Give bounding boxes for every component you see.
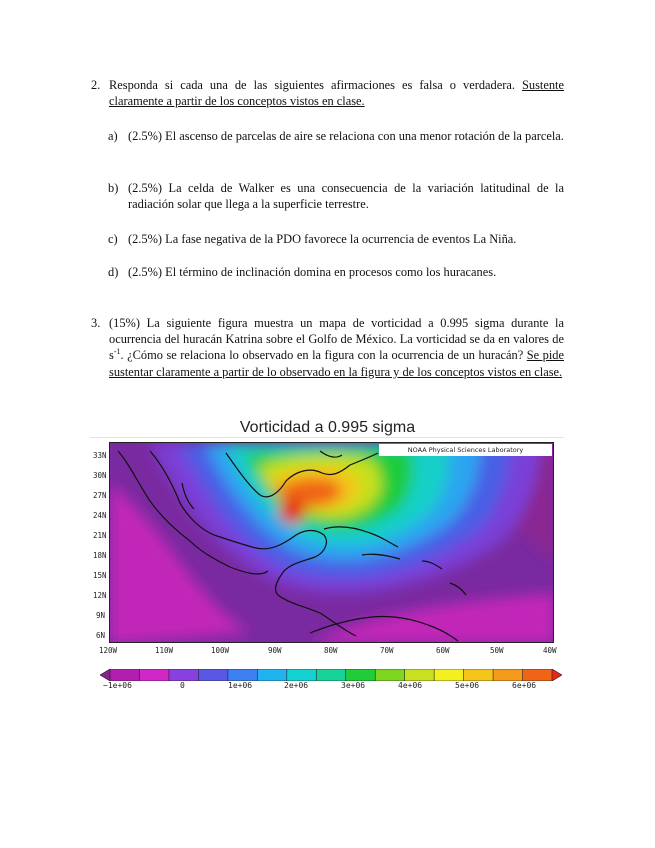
colorbar-label: 0 <box>180 681 185 690</box>
item-label: b) <box>108 181 119 195</box>
colorbar-label: 6e+06 <box>512 681 537 690</box>
lat-label: 18N <box>93 551 107 560</box>
item-label: a) <box>108 129 118 143</box>
lon-label: 80W <box>324 646 338 655</box>
item-c <box>108 231 564 247</box>
question-2 <box>91 77 564 109</box>
colorbar-swatch <box>110 669 140 681</box>
item-b <box>108 180 564 212</box>
question-text: Responda si cada una de las siguientes afirmaciones es falsa o verdadera. <box>109 78 515 92</box>
lat-label: 21N <box>93 531 107 540</box>
figure-divider <box>90 437 564 438</box>
colorbar-swatch <box>287 669 317 681</box>
question-number: 3. <box>91 316 101 330</box>
lon-label: 50W <box>490 646 504 655</box>
colorbar-label: 2e+06 <box>284 681 309 690</box>
item-a <box>108 128 564 144</box>
colorbar-label: 3e+06 <box>341 681 366 690</box>
colorbar-swatch <box>316 669 346 681</box>
lat-label: 33N <box>93 451 107 460</box>
lat-label: 27N <box>93 491 107 500</box>
colorbar-swatch <box>100 669 110 681</box>
question-instruction: Se pide sustentar claramente a partir de lo observado en la figura y de los conceptos vistos en clase. <box>109 348 564 379</box>
colorbar-swatch <box>139 669 169 681</box>
colorbar-label: 4e+06 <box>398 681 423 690</box>
lat-label: 15N <box>93 571 107 580</box>
colorbar-swatch <box>228 669 258 681</box>
question-text-2: . ¿Cómo se relaciona lo observado en la figura con la ocurrencia de un huracán? <box>120 348 524 363</box>
colorbar <box>100 669 562 681</box>
item-text: (2.5%) La fase negativa de la PDO favorece la ocurrencia de eventos La Niña. <box>128 232 517 246</box>
colorbar-label: −1e+06 <box>103 681 132 690</box>
vorticity-map <box>109 442 554 643</box>
question-3 <box>91 315 564 380</box>
figure-title: Vorticidad a 0.995 sigma <box>239 419 416 436</box>
colorbar-swatch <box>346 669 376 681</box>
colorbar-swatch <box>464 669 494 681</box>
colorbar-swatch <box>552 669 562 681</box>
item-label: d) <box>108 265 119 279</box>
item-text: (2.5%) La celda de Walker es una consecuencia de la variación latitudinal de la radiación solar que llega a la superficie terrestre. <box>128 181 564 212</box>
item-text: (2.5%) El ascenso de parcelas de aire se relaciona con una menor rotación de la parcela. <box>128 129 564 143</box>
question-instruction: Sustente claramente a partir de los conceptos vistos en clase. <box>109 78 564 109</box>
lat-label: 6N <box>96 631 106 640</box>
lon-label: 110W <box>155 646 174 655</box>
colorbar-swatch <box>523 669 553 681</box>
colorbar-swatch <box>169 669 199 681</box>
unit-exponent: -1 <box>113 347 121 357</box>
lon-label: 100W <box>211 646 230 655</box>
item-text: (2.5%) El término de inclinación domina en procesos como los huracanes. <box>128 265 497 279</box>
lon-label: 40W <box>543 646 557 655</box>
question-text: (15%) La siguiente figura muestra un mapa de vorticidad a 0.995 sigma durante la ocurrencia del huracán Katrina sobre el Golfo de México. La vorticidad se da en valores de s <box>109 316 564 363</box>
colorbar-swatch <box>405 669 435 681</box>
map-image <box>110 443 554 643</box>
colorbar-swatch <box>493 669 523 681</box>
figure-credit: NOAA Physical Sciences Laboratory <box>379 444 552 456</box>
question-number: 2. <box>91 78 101 92</box>
colorbar-label: 5e+06 <box>455 681 480 690</box>
item-label: c) <box>108 232 118 246</box>
lon-label: 60W <box>436 646 450 655</box>
colorbar-swatch <box>434 669 464 681</box>
lat-label: 24N <box>93 511 107 520</box>
lon-label: 90W <box>268 646 282 655</box>
lon-label: 120W <box>99 646 118 655</box>
lat-label: 9N <box>96 611 106 620</box>
lat-label: 12N <box>93 591 107 600</box>
item-d <box>108 264 564 280</box>
colorbar-label: 1e+06 <box>228 681 253 690</box>
colorbar-swatch <box>257 669 287 681</box>
lon-label: 70W <box>380 646 394 655</box>
colorbar-swatch <box>375 669 405 681</box>
colorbar-swatch <box>198 669 228 681</box>
lat-label: 30N <box>93 471 107 480</box>
